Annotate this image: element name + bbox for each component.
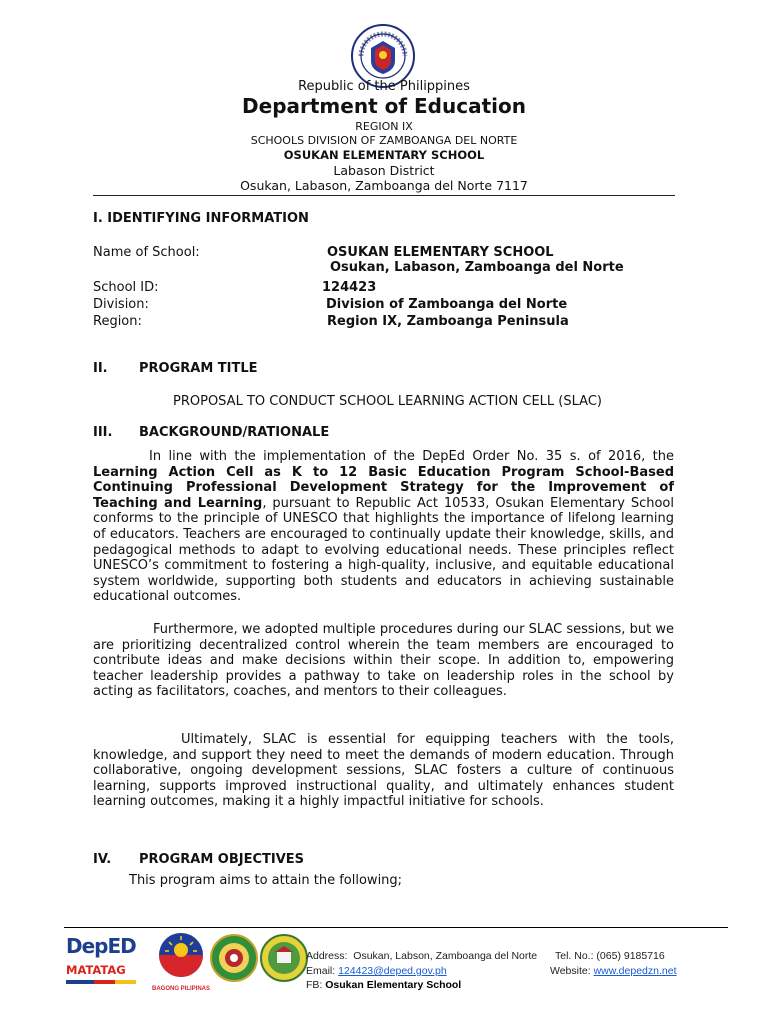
footer-fb [306,979,461,991]
school-address-value: Osukan, Labason, Zamboanga del Norte [330,260,624,275]
deped-wordmark: DepED [66,934,136,958]
section2-number: II. [93,361,108,376]
school-seal-logo [260,934,308,982]
rationale-p1-lead: In line with the implementation of the DepEd Order No. 35 s. of 2016, the [149,449,674,464]
rationale-p1-rest: , pursuant to Republic Act 10533, Osukan Elementary School conforms to the principle of UNESCO that highlights the importance of lifelong learning of educators. Teachers are encouraged to continually update their knowledge, skills, and pedagogical methods to adapt to evolving educational needs. These principles reflect UNESCO’s commitment to fostering a high-quality, inclusive, and equitable educational system worldwide, supporting both students and educators in achieving sustainable educational outcomes. [93,495,674,605]
bagong-pilipinas-text: BAGONG PILIPINAS [151,986,210,992]
section2-title: PROGRAM TITLE [139,361,258,376]
rationale-paragraph-3: Ultimately, SLAC is essential for equipping teachers with the tools, knowledge, and support they need to meet the demands of modern education. Through collaborative, ongoing development sessions, SLAC fosters a culture of continuous learning, supports improved instructional quality, and ultimately enhances student learning outcomes, making it a highly impactful initiative for schools. [93,732,674,810]
footer-address [306,950,537,962]
footer-email-label: Email: [306,965,336,977]
footer-email-link[interactable]: 124423@deped.gov.ph [338,965,447,977]
footer-fb-value: Osukan Elementary School [325,979,462,991]
school-id-value: 124423 [322,280,377,295]
program-title-text: PROPOSAL TO CONDUCT SCHOOL LEARNING ACTION CELL (SLAC) [173,394,602,409]
rationale-paragraph-1 [93,449,674,605]
school-name-label: Name of School: [93,245,200,260]
footer-address-label: Address: [306,950,348,962]
section3-title: BACKGROUND/RATIONALE [139,425,330,440]
deped-matatag-logo [66,935,138,991]
footer-website [550,965,676,977]
footer-website-link[interactable]: www.depedzn.net [593,965,677,977]
division-line: SCHOOLS DIVISION OF ZAMBOANGA DEL NORTE [250,134,518,147]
footer-address-value: Osukan, Labson, Zamboanga del Norte [353,950,538,962]
rationale-paragraph-2: Furthermore, we adopted multiple procedures during our SLAC sessions, but we are prioritizing decentralized control wherein the team members are encouraged to contribute ideas and make decisions within their scope. In addition to, empowering teacher leadership provides a pathway to take on leadership roles in the school by acting as facilitators, coaches, and mentors to their colleagues. [93,622,674,700]
school-id-label: School ID: [93,280,159,295]
school-name-value: OSUKAN ELEMENTARY SCHOOL [327,245,554,260]
objectives-intro: This program aims to attain the following; [129,873,403,888]
region-value: Region IX, Zamboanga Peninsula [327,314,569,329]
district-line: Labason District [333,163,435,178]
footer-fb-label: FB: [306,979,323,991]
footer-tel: Tel. No.: (065) 9185716 [555,950,665,962]
division-value: Division of Zamboanga del Norte [326,297,568,312]
footer-email [306,965,447,977]
address-line: Osukan, Labason, Zamboanga del Norte 7117 [240,178,528,193]
matatag-wordmark: MATATAG [66,963,126,977]
section4-number: IV. [93,852,112,867]
header-divider [93,195,675,196]
footer-divider [64,927,728,928]
republic-line: Republic of the Philippines [298,79,470,94]
section3-number: III. [93,425,113,440]
school-line: OSUKAN ELEMENTARY SCHOOL [283,148,485,162]
matatag-stripe [66,980,136,984]
section4-title: PROGRAM OBJECTIVES [139,852,305,867]
department-title: Department of Education [242,94,526,118]
section1-title: I. IDENTIFYING INFORMATION [93,211,309,226]
bagong-pilipinas-logo [148,930,214,990]
rationale-p1-bold: Learning Action Cell as K to 12 Basic Education Program School-Based Continuing Professional Development Strategy for the Improvement of Teaching and Learning [93,464,674,511]
footer-website-label: Website: [550,965,591,977]
region-line: REGION IX [355,120,413,133]
region-label: Region: [93,314,142,329]
district-seal-logo [210,934,258,982]
division-label: Division: [93,297,149,312]
bagong-pilipinas-emblem [148,930,214,980]
